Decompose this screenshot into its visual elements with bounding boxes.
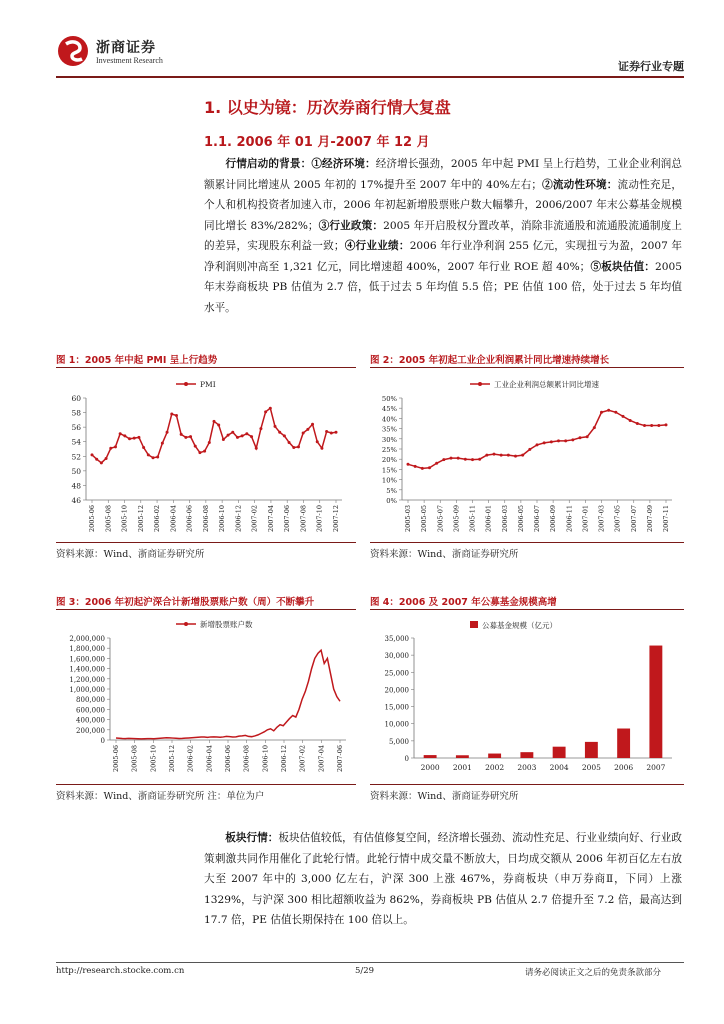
bar xyxy=(617,729,630,758)
point-2-text: 流动性充足，个人和机构投资者加速入市，2006 年初起新增股票账户数大幅攀升，2006/2007 年末公募基金规模同比增长 83%/282%； xyxy=(204,178,683,232)
paragraph-background xyxy=(204,154,682,318)
y-tick-label: 35% xyxy=(381,425,397,434)
figure-4-source: 资料来源：Wind、浙商证券研究所 xyxy=(370,791,519,802)
data-point xyxy=(142,446,145,449)
data-point xyxy=(255,447,258,450)
x-tick-label: 2007-04 xyxy=(317,745,326,773)
x-tick-label: 2005-08 xyxy=(130,745,139,773)
figure-4-bottom-rule xyxy=(370,784,684,785)
data-point xyxy=(665,423,668,426)
x-tick-label: 2006-02 xyxy=(153,505,162,533)
data-point xyxy=(236,436,239,439)
y-tick-label: 30% xyxy=(381,435,397,444)
bar xyxy=(424,755,437,758)
point-5-label: ⑤板块估值： xyxy=(590,260,656,273)
series-line xyxy=(116,650,340,739)
data-point xyxy=(471,458,474,461)
data-point xyxy=(217,423,220,426)
figure-3-bottom-rule xyxy=(56,784,356,785)
data-point xyxy=(241,434,244,437)
data-point xyxy=(302,431,305,434)
figure-1-rule xyxy=(56,367,356,368)
x-tick-label: 2005-12 xyxy=(136,505,145,533)
data-point xyxy=(137,436,140,439)
data-point xyxy=(194,445,197,448)
y-tick-label: 0 xyxy=(100,737,105,745)
chart-pmi xyxy=(56,372,356,542)
y-tick-label: 1,000,000 xyxy=(69,686,105,694)
data-point xyxy=(500,454,503,457)
y-tick-label: 600,000 xyxy=(76,706,105,715)
x-tick-label: 2005-10 xyxy=(149,745,158,773)
data-point xyxy=(208,441,211,444)
data-point xyxy=(543,441,546,444)
data-point xyxy=(222,438,225,441)
x-tick-label: 2007-01 xyxy=(581,505,590,533)
data-point xyxy=(128,437,131,440)
data-point xyxy=(316,440,319,443)
y-tick-label: 52 xyxy=(71,452,81,462)
data-point xyxy=(457,457,460,460)
data-point xyxy=(203,450,206,453)
y-tick-label: 5,000 xyxy=(388,737,409,746)
y-tick-label: 58 xyxy=(71,408,81,418)
x-tick-label: 2005-06 xyxy=(88,505,96,533)
y-tick-label: 800,000 xyxy=(76,696,105,705)
figure-1-title: 图 1：2005 年中起 PMI 呈上行趋势 xyxy=(56,355,218,366)
paragraph-sector-rally xyxy=(204,828,682,931)
x-tick-label: 2007-06 xyxy=(283,505,292,533)
chart-new-accounts xyxy=(56,614,356,782)
figure-4-rule xyxy=(370,609,684,610)
data-point xyxy=(407,463,410,466)
figure-2-source: 资料来源：Wind、浙商证券研究所 xyxy=(370,549,519,560)
data-point xyxy=(213,420,216,423)
data-point xyxy=(161,442,164,445)
point-1-text: 经济增长强劲，2005 年中起 PMI 呈上行趋势，工业企业利润总额累计同比增速从 2005 年初的 17%提升至 2007 年中的 40%左右； xyxy=(204,158,683,191)
y-tick-label: 0% xyxy=(386,497,397,505)
data-point xyxy=(123,434,126,437)
data-point xyxy=(536,443,539,446)
data-point xyxy=(571,438,574,441)
x-tick-label: 2006-01 xyxy=(484,505,493,533)
data-point xyxy=(622,415,625,418)
x-tick-label: 2007-09 xyxy=(645,505,654,533)
data-point xyxy=(198,451,201,454)
brand-logo xyxy=(56,34,206,74)
point-1-label: ①经济环境： xyxy=(311,158,376,170)
x-tick-label: 2004 xyxy=(549,763,569,772)
page-number: 5/29 xyxy=(355,966,375,976)
legend-label: PMI xyxy=(200,380,216,389)
data-point xyxy=(607,409,610,412)
x-tick-label: 2007-08 xyxy=(299,505,308,533)
y-tick-label: 15,000 xyxy=(384,703,409,712)
y-tick-label: 40% xyxy=(381,415,397,424)
data-point xyxy=(269,407,272,410)
x-tick-label: 2005-09 xyxy=(452,505,461,533)
footer-disclaimer: 请务必阅读正文之后的免责条款部分 xyxy=(525,968,662,978)
x-tick-label: 2006-10 xyxy=(218,505,227,533)
data-point xyxy=(114,445,117,448)
x-tick-label: 2006-10 xyxy=(261,745,270,773)
data-point xyxy=(643,424,646,427)
x-tick-label: 2007-02 xyxy=(298,745,307,773)
data-point xyxy=(586,435,589,438)
y-tick-label: 1,600,000 xyxy=(69,655,105,664)
x-tick-label: 2006-07 xyxy=(533,505,541,533)
y-tick-label: 48 xyxy=(71,481,81,491)
x-tick-label: 2001 xyxy=(452,763,472,772)
footer-divider xyxy=(56,962,684,963)
bar xyxy=(456,755,469,758)
data-point xyxy=(442,458,445,461)
legend-marker xyxy=(478,382,482,386)
data-point xyxy=(306,428,309,431)
y-tick-label: 25% xyxy=(381,446,397,454)
y-tick-label: 5% xyxy=(386,486,397,495)
y-tick-label: 15% xyxy=(381,466,397,475)
legend-label: 公募基金规模（亿元） xyxy=(482,621,557,630)
data-point xyxy=(320,447,323,450)
point-3-text: 2005 年开启股权分置改革，消除非流通股和流通股流通制度上的差异，实现股东利益一致； xyxy=(204,219,682,252)
brand-name-cn: 浙商证券 xyxy=(96,40,156,56)
x-tick-label: 2005-05 xyxy=(420,505,429,533)
x-tick-label: 2007-11 xyxy=(662,505,670,533)
y-tick-label: 54 xyxy=(71,437,81,447)
x-tick-label: 2007 xyxy=(646,763,666,772)
data-point xyxy=(528,448,531,451)
data-point xyxy=(478,458,481,461)
footer-url[interactable]: http://research.stocke.com.cn xyxy=(56,966,185,976)
data-point xyxy=(450,457,453,460)
data-point xyxy=(231,431,234,434)
figure-2-rule xyxy=(370,367,684,368)
figure-1-source: 资料来源：Wind、浙商证券研究所 xyxy=(56,549,205,560)
data-point xyxy=(227,434,230,437)
data-point xyxy=(170,413,173,416)
x-tick-label: 2007-06 xyxy=(336,745,344,773)
y-tick-label: 1,800,000 xyxy=(69,645,105,654)
y-tick-label: 2,000,000 xyxy=(69,635,105,643)
data-point xyxy=(614,411,617,414)
x-tick-label: 2007-05 xyxy=(613,505,622,533)
y-tick-label: 60 xyxy=(71,394,81,403)
bar xyxy=(488,754,501,758)
data-point xyxy=(297,445,300,448)
data-point xyxy=(421,467,424,470)
data-point xyxy=(283,434,286,437)
x-tick-label: 2006-11 xyxy=(565,505,574,533)
data-point xyxy=(152,456,155,459)
figure-2-title: 图 2：2005 年初起工业企业利润累计同比增速持续增长 xyxy=(370,355,610,366)
x-tick-label: 2002 xyxy=(485,763,505,772)
x-tick-label: 2007-03 xyxy=(597,505,606,533)
data-point xyxy=(184,436,187,439)
x-tick-label: 2005-08 xyxy=(104,505,113,533)
data-point xyxy=(428,466,431,469)
data-point xyxy=(292,446,295,449)
legend-label: 工业企业利润总额累计同比增速 xyxy=(494,380,599,389)
data-point xyxy=(156,456,159,459)
data-point xyxy=(629,419,632,422)
data-point xyxy=(288,441,291,444)
bar xyxy=(585,742,598,758)
brand-logo-icon xyxy=(56,34,90,68)
data-point xyxy=(464,458,467,461)
y-tick-label: 200,000 xyxy=(76,726,105,735)
y-tick-label: 50 xyxy=(71,466,81,476)
data-point xyxy=(657,424,660,427)
x-tick-label: 2006-04 xyxy=(205,745,214,773)
series-line xyxy=(408,410,666,468)
figure-3-source: 资料来源：Wind、浙商证券研究所 注：单位为户 xyxy=(56,791,265,802)
point-5-text: 2005 年末券商板块 PB 估值为 2.7 倍，低于过去 5 年均值 5.5 倍；PE 估值 100 倍，处于过去 5 年均值水平。 xyxy=(204,260,682,314)
data-point xyxy=(564,439,567,442)
x-tick-label: 2006-05 xyxy=(516,505,525,533)
data-point xyxy=(514,455,517,458)
data-point xyxy=(133,437,136,440)
data-point xyxy=(119,432,122,435)
data-point xyxy=(100,461,103,464)
y-tick-label: 50% xyxy=(381,395,397,403)
figure-3-title: 图 3：2006 年初起沪深合计新增股票账户数（周）不断攀升 xyxy=(56,597,315,608)
para2-text: 板块估值较低，有估值修复空间，经济增长强劲、流动性充足、行业业绩向好、行业政策刺激共同作用催化了此轮行情。此轮行情中成交量不断放大，日均成交额从 2006 年初百亿左右放大至 2007 年中的 3,000 亿左右，沪深 300 上涨 467%，券商板块（申万券商Ⅱ，下同）上涨 1329%，与沪深 300 相比超额收益为 862%，券商板块 PB 估值从 2.7 倍提升至 7.2 倍，最高达到 17.7 倍，PE 估值长期保持在 100 倍以上。 xyxy=(204,832,683,926)
data-point xyxy=(521,454,524,457)
x-tick-label: 2007-04 xyxy=(266,505,275,533)
data-point xyxy=(105,457,108,460)
data-point xyxy=(335,431,338,434)
data-point xyxy=(330,431,333,434)
data-point xyxy=(650,424,653,427)
data-point xyxy=(636,422,639,425)
data-point xyxy=(166,431,169,434)
y-tick-label: 25,000 xyxy=(384,669,409,678)
x-tick-label: 2007-02 xyxy=(250,505,259,533)
x-tick-label: 2000 xyxy=(420,763,440,772)
x-tick-label: 2003 xyxy=(517,763,537,772)
bar xyxy=(553,747,566,758)
header-divider xyxy=(56,76,684,78)
para2-lead: 板块行情： xyxy=(225,832,279,844)
data-point xyxy=(557,439,560,442)
data-point xyxy=(91,453,94,456)
data-point xyxy=(550,440,553,443)
data-point xyxy=(493,453,496,456)
x-tick-label: 2006-02 xyxy=(186,745,195,773)
chart-industrial-profit xyxy=(370,372,684,542)
y-tick-label: 0 xyxy=(404,755,409,763)
point-4-label: ④行业业绩： xyxy=(344,240,410,252)
x-tick-label: 2006 xyxy=(614,763,634,772)
figure-4-title: 图 4：2006 及 2007 年公募基金规模高增 xyxy=(370,597,557,608)
data-point xyxy=(278,431,281,434)
y-tick-label: 1,400,000 xyxy=(69,665,105,674)
data-point xyxy=(311,423,314,426)
data-point xyxy=(579,436,582,439)
y-tick-label: 46 xyxy=(71,496,81,505)
y-tick-label: 400,000 xyxy=(76,716,105,725)
x-tick-label: 2006-12 xyxy=(280,745,288,773)
x-tick-label: 2006-06 xyxy=(224,745,232,773)
bar xyxy=(649,646,662,758)
data-point xyxy=(274,425,277,428)
figure-1-bottom-rule xyxy=(56,542,356,543)
x-tick-label: 2005-06 xyxy=(112,745,120,773)
data-point xyxy=(250,435,253,438)
x-tick-label: 2006-12 xyxy=(234,505,243,533)
y-tick-label: 1,200,000 xyxy=(69,675,105,684)
data-point xyxy=(485,454,488,457)
legend-marker xyxy=(184,382,188,386)
brand-name-en: Investment Research xyxy=(96,56,163,65)
chart-fund-size xyxy=(370,614,684,782)
series-line xyxy=(92,408,336,463)
data-point xyxy=(600,411,603,414)
x-tick-label: 2007-10 xyxy=(315,505,324,533)
data-point xyxy=(175,414,178,417)
para-lead: 行情启动的背景： xyxy=(225,158,312,170)
data-point xyxy=(147,453,150,456)
legend-swatch xyxy=(470,621,478,628)
data-point xyxy=(325,430,328,433)
header-report-type: 证券行业专题 xyxy=(618,60,684,73)
data-point xyxy=(435,462,438,465)
data-point xyxy=(264,410,267,413)
x-tick-label: 2006-04 xyxy=(169,505,178,533)
data-point xyxy=(414,465,417,468)
figure-2-bottom-rule xyxy=(370,542,684,543)
y-tick-label: 20% xyxy=(381,456,397,465)
x-tick-label: 2005-11 xyxy=(468,505,477,533)
x-tick-label: 2005-12 xyxy=(168,745,176,773)
x-tick-label: 2006-06 xyxy=(185,505,194,533)
data-point xyxy=(180,433,183,436)
y-tick-label: 20,000 xyxy=(384,686,409,695)
legend-marker xyxy=(184,622,188,626)
bar xyxy=(520,752,533,758)
y-tick-label: 30,000 xyxy=(384,652,409,661)
point-4-text: 2006 年行业净利润 255 亿元，实现扭亏为盈，2007 年净利润则冲高至 1,321 亿元，同比增速超 400%，2007 年行业 ROE 超 40%； xyxy=(204,240,683,273)
x-tick-label: 2005-03 xyxy=(404,505,412,533)
data-point xyxy=(95,458,98,461)
y-tick-label: 10,000 xyxy=(384,720,409,729)
x-tick-label: 2005-10 xyxy=(120,505,129,533)
y-tick-label: 35,000 xyxy=(384,635,409,643)
data-point xyxy=(189,435,192,438)
y-tick-label: 10% xyxy=(381,476,397,485)
data-point xyxy=(109,447,112,450)
figure-3-rule xyxy=(56,609,356,610)
x-tick-label: 2006-08 xyxy=(201,505,210,533)
data-point xyxy=(259,427,262,430)
x-tick-label: 2007-12 xyxy=(332,505,340,533)
x-tick-label: 2006-08 xyxy=(242,745,251,773)
legend-label: 新增股票账户数 xyxy=(200,620,253,629)
y-tick-label: 56 xyxy=(71,423,81,433)
section-heading: 1. 以史为镜：历次券商行情大复盘 xyxy=(204,98,451,117)
data-point xyxy=(245,432,248,435)
x-tick-label: 2007-07 xyxy=(629,505,638,533)
point-2-label: ②流动性环境： xyxy=(541,178,618,191)
point-3-label: ③行业政策： xyxy=(318,219,384,232)
x-tick-label: 2006-09 xyxy=(549,505,558,533)
x-tick-label: 2005-07 xyxy=(436,505,445,533)
x-tick-label: 2005 xyxy=(581,763,601,772)
x-tick-label: 2006-03 xyxy=(500,505,509,533)
data-point xyxy=(593,426,596,429)
y-tick-label: 45% xyxy=(381,405,397,414)
subsection-heading: 1.1. 2006 年 01 月-2007 年 12 月 xyxy=(204,135,430,150)
data-point xyxy=(507,454,510,457)
